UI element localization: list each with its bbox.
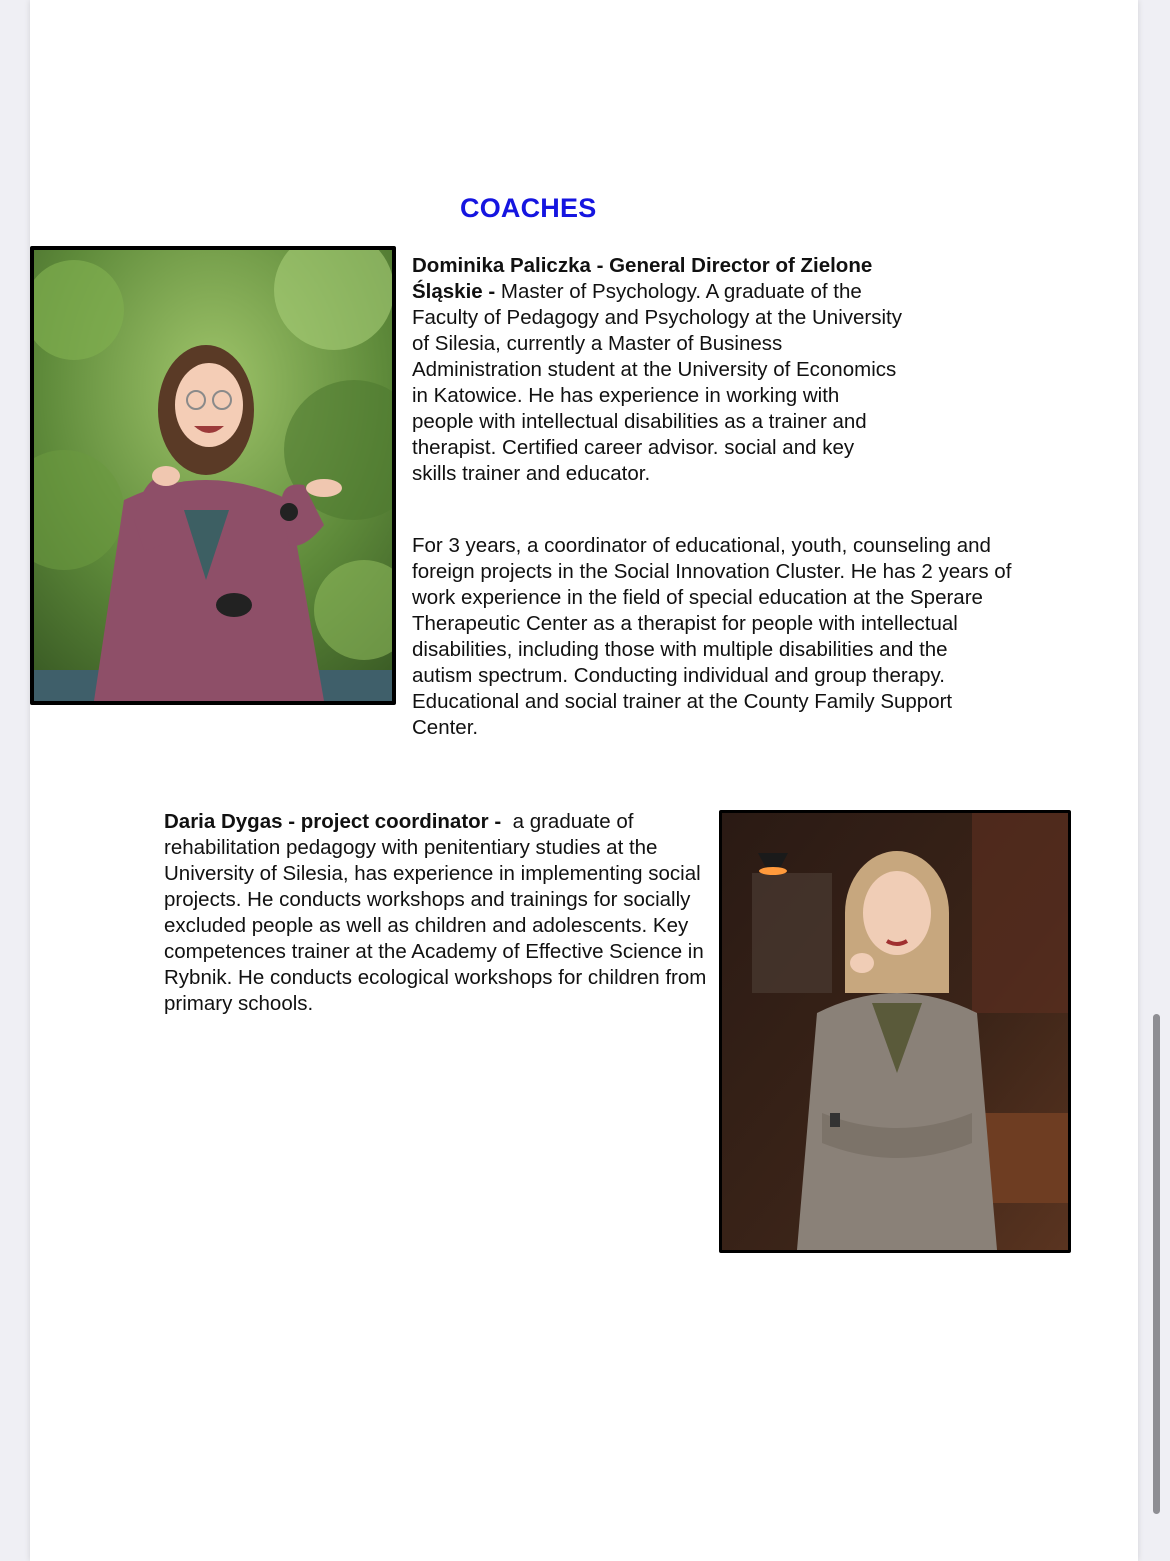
coach-bio-daria-text: a graduate of rehabilitation pedagogy with penitentiary studies at the University of Silesia, has experience in implementing social projects. He conducts workshops and trainings for socially excluded people as well as children and adolescents. Key competences trainer at the Academy of Effective Science in Rybnik. He conducts ecological workshops for children from primary schools. xyxy=(164,810,707,1015)
coach-name-dominika: Dominika Paliczka - General Director of Zielone Śląskie - xyxy=(412,254,873,303)
coach-photo-daria xyxy=(719,810,1071,1253)
coach-bio-dominika xyxy=(412,253,902,487)
coach-bio-dominika-continued: For 3 years, a coordinator of educational, youth, counseling and foreign projects in the Social Innovation Cluster. He has 2 years of work experience in the field of special education at the Sperare Therapeutic Center as a therapist for people with intellectual disabilities, including those with multiple disabilities and the autism spectrum. Conducting individual and group therapy. Educational and social trainer at the County Family Support Center. xyxy=(412,534,1012,739)
coach-photo-dominika xyxy=(30,246,396,705)
coach-name-daria: Daria Dygas - project coordinator - xyxy=(164,810,502,833)
document-page xyxy=(30,0,1138,1561)
section-heading: COACHES xyxy=(460,193,597,223)
coach-bio-dominika-text: Master of Psychology. A graduate of the Faculty of Pedagogy and Psychology at the University of Silesia, currently a Master of Business Administration student at the University of Economics in Katowice. He has experience in working with people with intellectual disabilities as a trainer and therapist. Certified career advisor. social and key skills trainer and educator. xyxy=(412,280,902,485)
coach-bio-daria xyxy=(164,809,709,1017)
scrollbar-thumb[interactable] xyxy=(1153,1014,1160,1514)
